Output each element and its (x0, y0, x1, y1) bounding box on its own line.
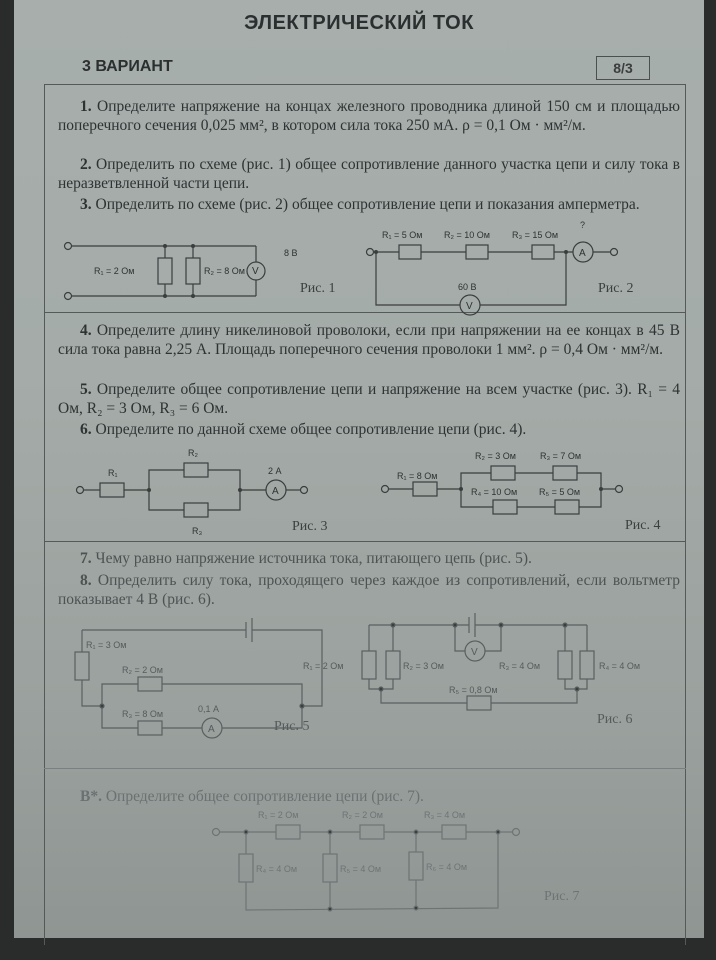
r2-label: R₂ (188, 448, 198, 458)
r2-label: R₂ = 3 Ом (403, 661, 444, 671)
figure-6-circuit (285, 615, 705, 735)
figure-caption: Рис. 6 (597, 712, 633, 727)
figure-caption: Рис. 7 (544, 889, 580, 904)
r1-label: R₁ = 3 Ом (86, 640, 127, 650)
r3-label: R₃ = 7 Ом (540, 451, 582, 461)
r1-label: R₁ = 2 Ом (303, 661, 344, 671)
ammeter-value: ? (580, 220, 586, 230)
r1-label: R₁ (108, 468, 118, 478)
problem-9-bonus: В*. Определите общее сопротивление цепи (рис. 7). (80, 788, 424, 805)
problem-4: 4. Определите длину никелиновой проволоки, если при напряжении на ее концах в 45 В сила тока равна 2,25 А. Площадь поперечного сечения проволоки 1 мм². ρ = 0,4 Ом · мм²/м. (58, 322, 680, 358)
r2-label: R₂ = 10 Ом (444, 230, 490, 240)
r5-label: R₅ = 0,8 Ом (449, 685, 498, 695)
variant-label: 3 ВАРИАНТ (82, 58, 173, 75)
r1-label: R₁ = 2 Ом (94, 266, 135, 276)
r3-label: R₃ = 8 Ом (122, 709, 164, 719)
current-label: 2 А (268, 466, 282, 476)
r1-label: R₁ = 5 Ом (382, 230, 423, 240)
r4-label: R₄ = 4 Ом (256, 864, 298, 874)
r4-label: R₄ = 4 Ом (599, 661, 641, 671)
voltage-label: 8 В (284, 248, 298, 258)
problem-7: 7. Чему равно напряжение источника тока, питающего цепь (рис. 5). (80, 550, 532, 567)
figure-4-circuit (375, 445, 685, 535)
voltmeter-icon: V (466, 301, 473, 312)
figure-3-circuit (60, 450, 360, 535)
figure-caption: Рис. 5 (274, 719, 310, 734)
voltmeter-icon: V (252, 266, 259, 277)
figure-caption: Рис. 4 (625, 518, 661, 533)
problem-6: 6. Определите по данной схеме общее сопротивление цепи (рис. 4). (80, 421, 527, 438)
current-label: 0,1 А (198, 704, 220, 714)
r3-label: R₃ (192, 526, 203, 536)
r2-label: R₂ = 3 Ом (475, 451, 516, 461)
r4-label: R₄ = 10 Ом (471, 487, 518, 497)
r3-label: R₃ = 15 Ом (512, 230, 559, 240)
figure-7-circuit (210, 812, 610, 932)
r3-label: R₃ = 4 Ом (424, 810, 466, 820)
voltmeter-icon: V (471, 647, 478, 658)
figure-2-circuit (362, 220, 682, 312)
r6-label: R₆ = 4 Ом (426, 862, 468, 872)
problem-2: 2. Определить по схеме (рис. 1) общее сопротивление данного участка цепи и силу тока в неразветвленной части цепи. (58, 156, 680, 192)
page-title: ЭЛЕКТРИЧЕСКИЙ ТОК (244, 12, 474, 34)
r5-label: R₅ = 5 Ом (539, 487, 581, 497)
ammeter-icon: A (579, 248, 586, 259)
r2-label: R₂ = 2 Ом (342, 810, 383, 820)
r2-label: R₂ = 2 Ом (122, 665, 163, 675)
figure-caption: Рис. 3 (292, 519, 328, 534)
variant-code-badge: 8/3 (596, 56, 650, 80)
section-divider (44, 541, 686, 542)
figure-caption: Рис. 1 (300, 281, 336, 296)
r1-label: R₁ = 2 Ом (258, 810, 299, 820)
problem-5: 5. Определите общее сопротивление цепи и напряжение на всем участке (рис. 3). R₁ = 4 Ом, R₂ = 3 Ом, R₃ = 6 Ом. (58, 381, 681, 417)
r5-label: R₅ = 4 Ом (340, 864, 382, 874)
voltage-label: 60 В (458, 282, 477, 292)
problem-8: 8. Определить силу тока, проходящего через каждое из сопротивлений, если вольтметр показывает 4 В (рис. 6). (58, 572, 680, 608)
r2-label: R₂ = 8 Ом (204, 266, 245, 276)
r1-label: R₁ = 8 Ом (397, 471, 438, 481)
ammeter-icon: A (272, 486, 279, 497)
figure-caption: Рис. 2 (598, 281, 634, 296)
section-divider (44, 312, 686, 313)
problem-1: 1. Определите напряжение на концах железного проводника длиной 150 см и площадью поперечного сечения 0,025 мм², в котором сила тока 250 мА. ρ = 0,1 Ом · мм²/м. (58, 98, 680, 134)
r3-label: R₃ = 4 Ом (499, 661, 541, 671)
ammeter-icon: A (208, 724, 215, 735)
figure-1-circuit (60, 240, 350, 310)
problem-3: 3. Определить по схеме (рис. 2) общее сопротивление цепи и показания амперметра. (80, 196, 640, 213)
section-divider (44, 768, 686, 769)
